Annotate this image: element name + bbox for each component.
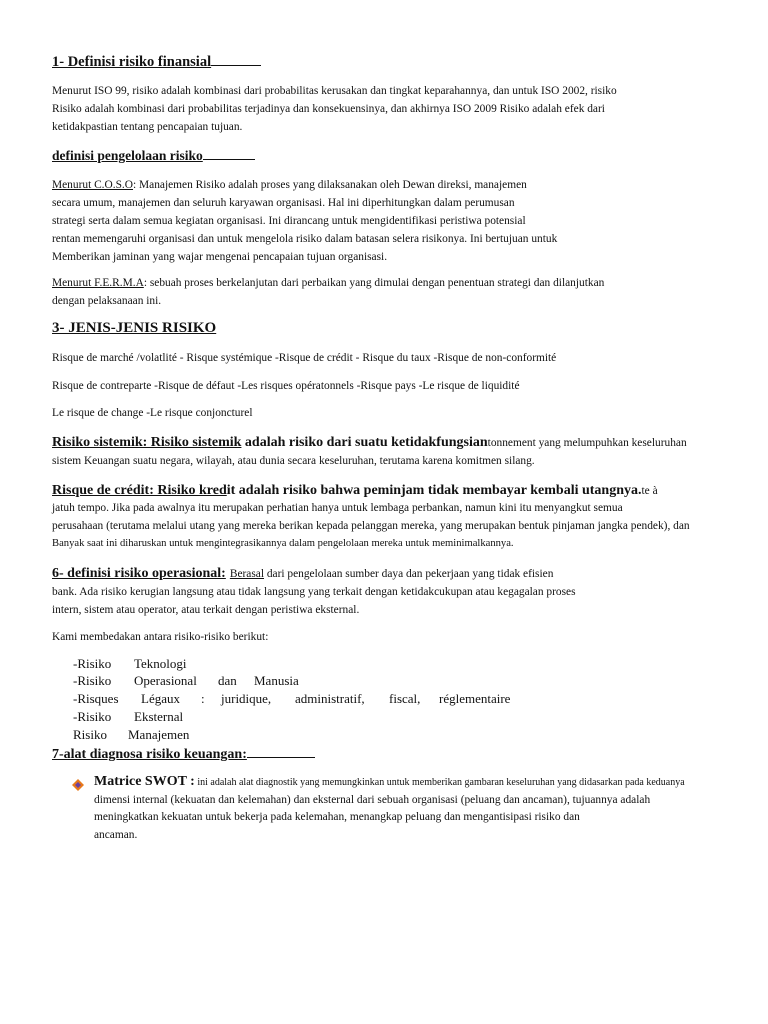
risk-types-line-1: Risque de marché /volatlité - Risque systémique -Risque de crédit - Risque du taux -Risque de non-conformité: [52, 352, 557, 364]
diamond-bullet-icon: [72, 779, 84, 791]
systemic-risk-line-1: Risiko sistemik: Risiko sistemik adalah risiko dari suatu ketidakfungsiantonnement yang melumpuhkan keseluruhan: [52, 435, 687, 450]
credit-risk-lead: Risque de crédit: Risiko kredit adalah risiko bahwa peminjam tidak membayar kembali utangnya.: [52, 483, 642, 498]
risk-item-management: Risiko Manajemen: [73, 727, 190, 742]
coso-line-3: strategi serta dalam semua kegiatan organisasi. Ini dirancang untuk mengidentifikasi peristiwa potensial: [52, 215, 526, 227]
risk-list-intro: Kami membedakan antara risiko-risiko berikut:: [52, 631, 269, 643]
coso-paragraph-line-1: Menurut C.O.S.O: Manajemen Risiko adalah proses yang dilaksanakan oleh Dewan direksi, manajemen: [52, 179, 527, 191]
risk-types-line-2: Risque de contreparte -Risque de défaut -Les risques opératonnels -Risque pays -Le risque de liquidité: [52, 380, 520, 392]
credit-risk-line-1: Risque de crédit: Risiko kredit adalah risiko bahwa peminjam tidak membayar kembali utangnya.te à: [52, 483, 658, 498]
section-2-heading: definisi pengelolaan risiko: [52, 148, 255, 164]
section-6-source: Berasal: [229, 568, 265, 580]
systemic-risk-line-2: sistem Keuangan suatu negara, wilayah, atau dunia secara keseluruhan, terutama karena komitmen silang.: [52, 455, 535, 467]
section-6-line-2: bank. Ada risiko kerugian langsung atau tidak langsung yang terkait dengan ketidakcukupan atau kegagalan proses: [52, 586, 576, 598]
credit-risk-line-3: perusahaan (terutama melalui utang yang mereka berikan kepada pelanggan mereka, yang merupakan bentuk pinjaman jangka pendek), dan: [52, 520, 690, 532]
section-6-line-3: intern, sistem atau operator, atau terkait dengan peristiwa eksternal.: [52, 604, 360, 616]
ferma-paragraph-line-1: Menurut F.E.R.M.A: sebuah proses berkelanjutan dari perbaikan yang dimulai dengan penentuan strategi dan dilanjutkan: [52, 277, 605, 289]
section-1-line-2: Risiko adalah kombinasi dari probabilitas terjadinya dan konsekuensinya, dan akhirnya ISO 2009 Risiko adalah efek dari: [52, 103, 605, 115]
systemic-risk-lead: Risiko sistemik: Risiko sistemik adalah risiko dari suatu ketidakfungsian: [52, 435, 488, 450]
coso-line-5: Memberikan jaminan yang wajar mengenai pencapaian tujuan organisasi.: [52, 251, 388, 263]
risk-item-technology: -Risiko Teknologi: [73, 656, 187, 671]
risk-item-legal: -Risques Légaux : juridique, administratif, fiscal, réglementaire: [73, 691, 511, 706]
section-3-heading: 3- JENIS-JENIS RISIKO: [52, 320, 217, 336]
credit-risk-line-2: jatuh tempo. Jika pada awalnya itu merupakan perhatian hanya untuk lembaga perbankan, namun kini itu menyangkut semua: [52, 502, 623, 514]
coso-line-4: rentan memengaruhi organisasi dan untuk mengelola risiko dalam batasan selera risikonya. Ini bertujuan untuk: [52, 233, 558, 245]
coso-source: Menurut C.O.S.O: [52, 179, 134, 191]
credit-risk-line-4: Banyak saat ini diharuskan untuk mengintegrasikannya dalam pengelolaan mereka untuk meminimalkannya.: [52, 538, 514, 549]
risk-item-external: -Risiko Eksternal: [73, 709, 184, 724]
ferma-line-2: dengan pelaksanaan ini.: [52, 295, 162, 307]
section-1-line-3: ketidakpastian tentang pencapaian tujuan.: [52, 121, 243, 133]
risk-item-operational: -Risiko Operasional dan Manusia: [73, 673, 299, 688]
section-1-heading: 1- Definisi risiko finansial: [52, 54, 261, 71]
section-6-line-1: 6- definisi risiko operasional: Berasal dari pengelolaan sumber daya dan pekerjaan yang tidak efisien: [52, 566, 554, 581]
risk-types-line-3: Le risque de change -Le risque conjoncturel: [52, 407, 253, 419]
section-7-heading: 7-alat diagnosa risiko keuangan:: [52, 745, 315, 763]
section-1-line-1: Menurut ISO 99, risiko adalah kombinasi dari probabilitas kerusakan dan tingkat keparahannya, dan untuk ISO 2002, risiko: [52, 85, 617, 97]
section-6-heading: 6- definisi risiko operasional:: [52, 566, 226, 581]
ferma-source: Menurut F.E.R.M.A: [52, 277, 144, 289]
swot-paragraph: Matrice SWOT : ini adalah alat diagnostik yang memungkinkan untuk memberikan gambaran keseluruhan yang didasarkan pada keduanya dimensi internal (kekuatan dan kelemahan) dan eksternal dari sebuah organisasi (peluang dan ancaman), tujuannya adalah meningkatkan kekuatan untuk bekerja pada kelemahan, menangkap peluang dan mengantisipasi risiko dan ancaman.: [94, 774, 685, 841]
coso-line-2: secara umum, manajemen dan seluruh karyawan organisasi. Hal ini diperhitungkan dalam perumusan: [52, 197, 515, 209]
swot-title: Matrice SWOT :: [94, 774, 195, 789]
